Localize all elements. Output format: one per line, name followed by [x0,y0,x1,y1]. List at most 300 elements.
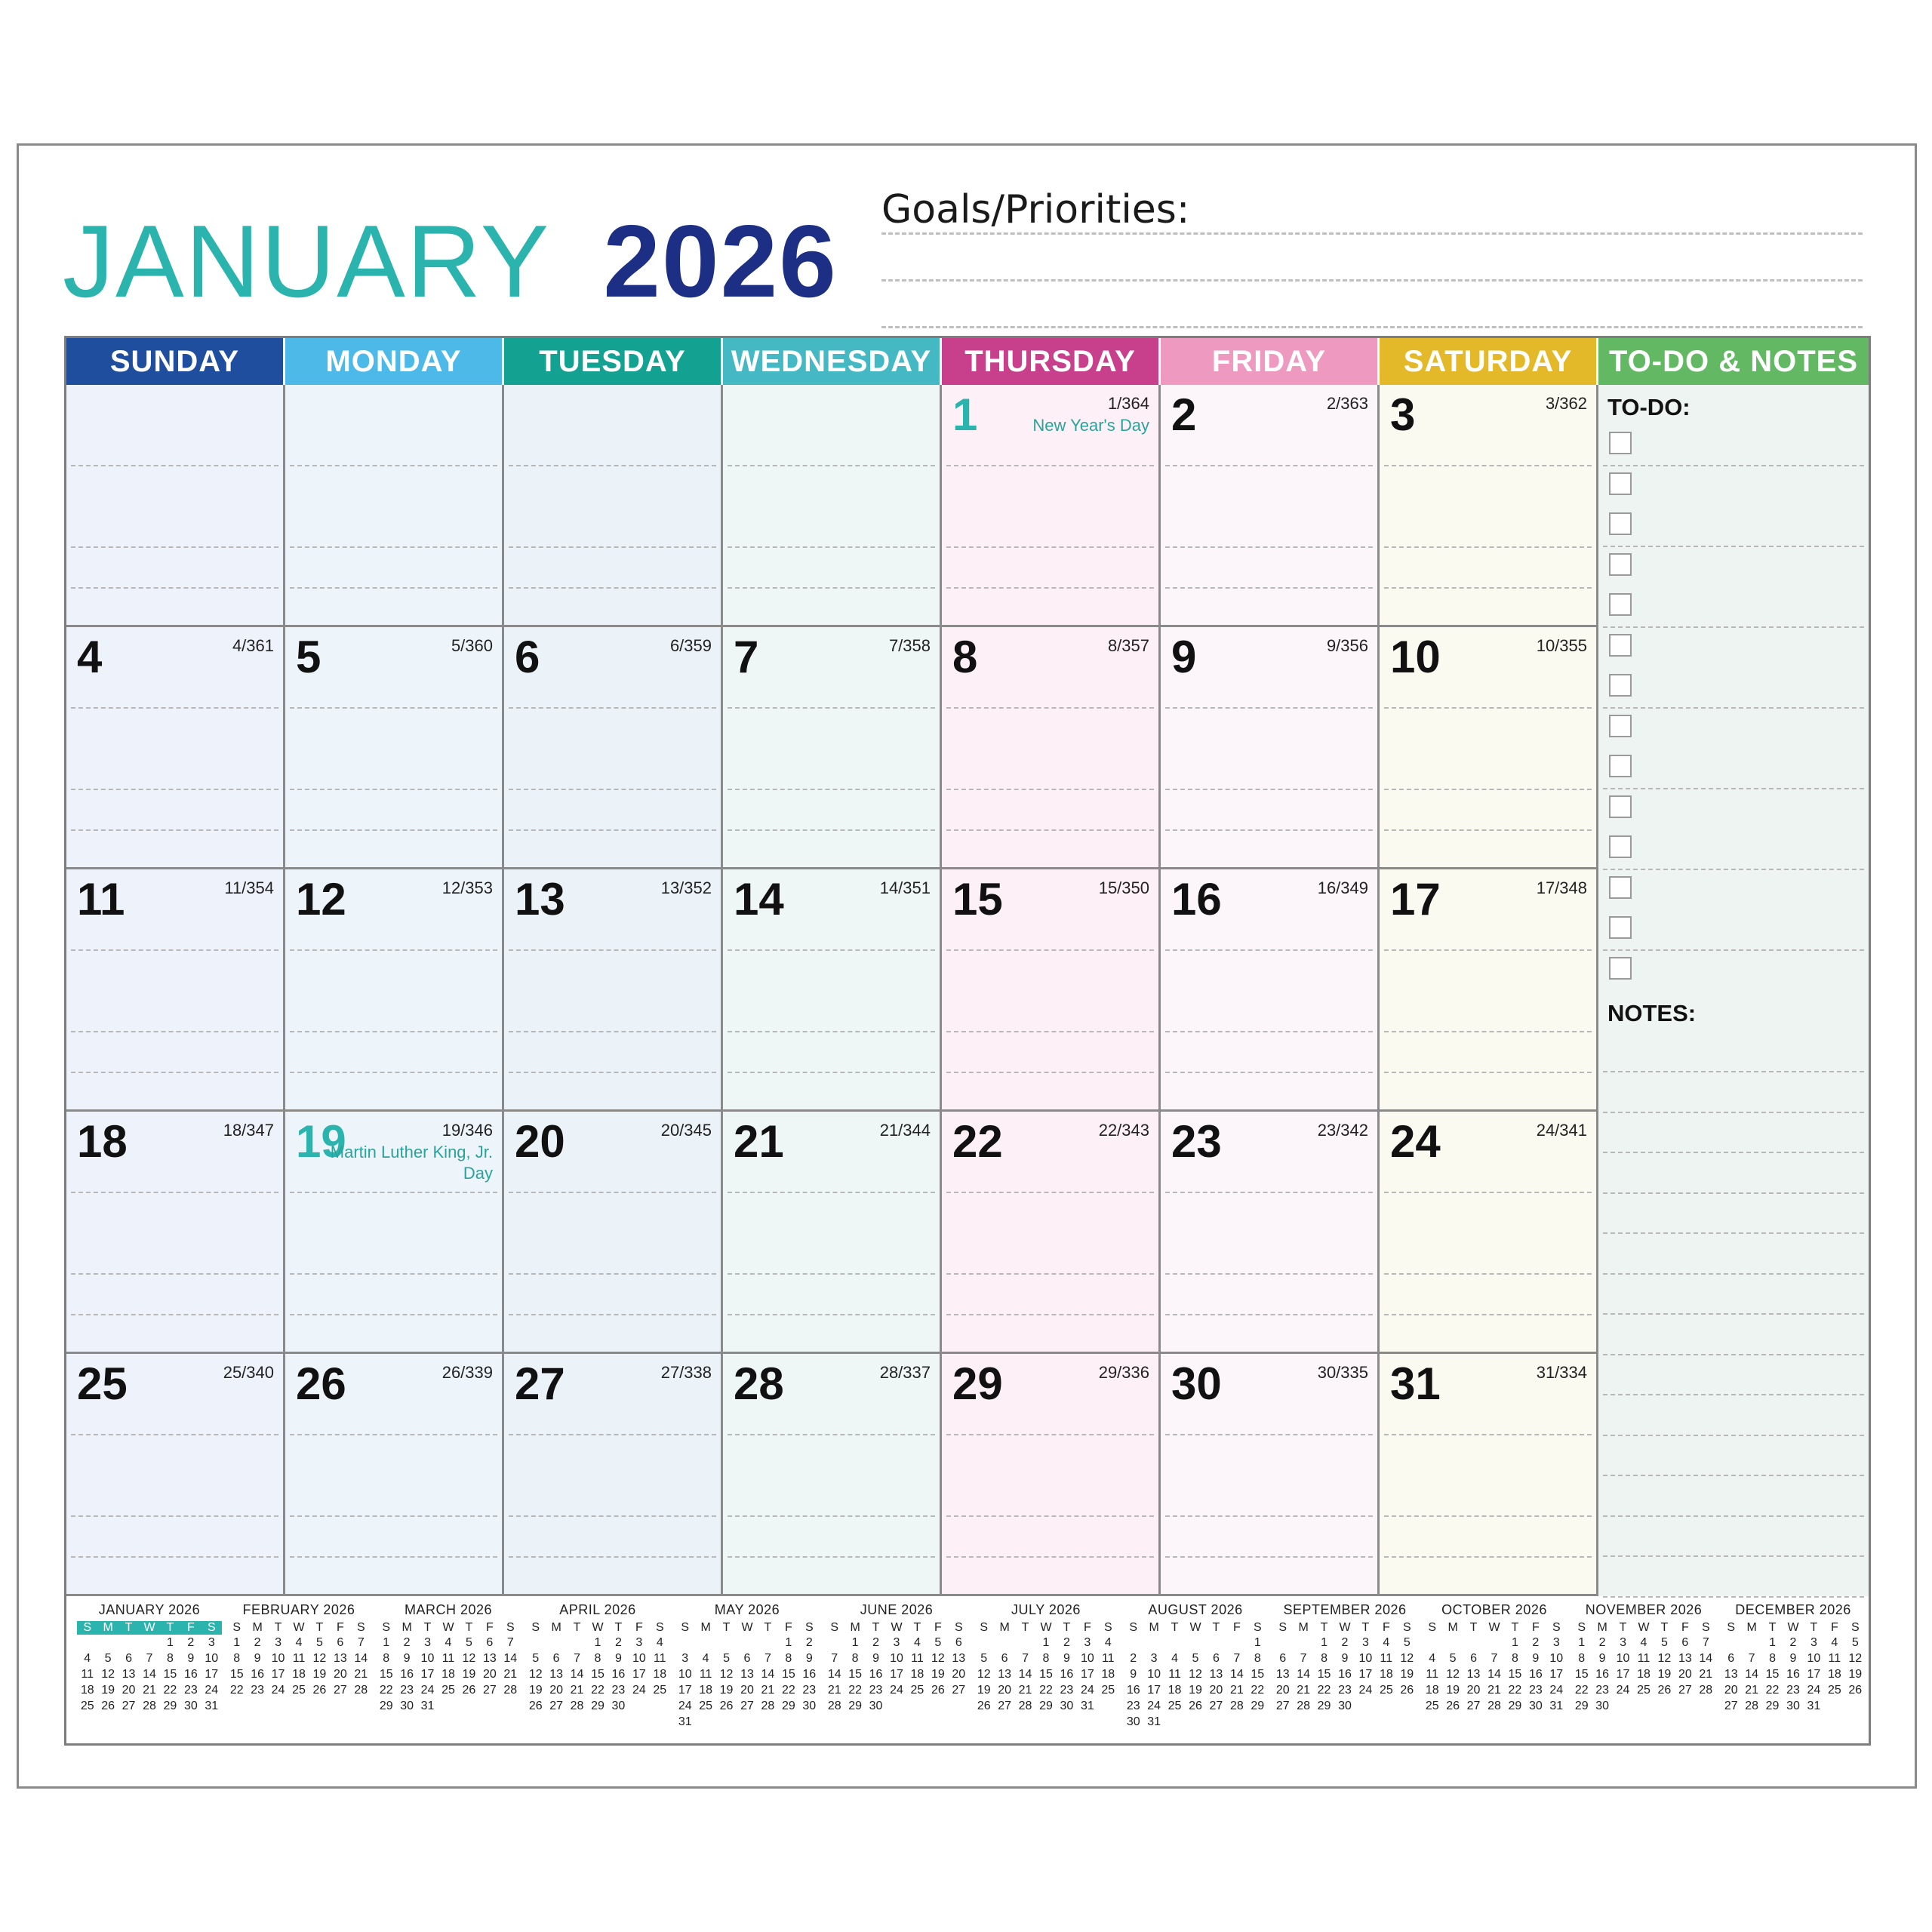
mini-day: 17 [890,1668,903,1681]
mini-day: 26 [1848,1684,1863,1697]
mini-day: 29 [1765,1700,1780,1712]
mini-day: 11 [441,1652,455,1665]
mini-day: 12 [528,1668,543,1681]
mini-day: 14 [1699,1652,1713,1665]
todo-checkbox[interactable] [1609,472,1632,495]
mini-day: 22 [1039,1684,1053,1697]
mini-day: 30 [802,1700,817,1712]
mini-day: 29 [163,1700,177,1712]
todo-checkbox[interactable] [1609,795,1632,818]
writing-line [290,465,497,466]
mini-weekday: F [784,1621,792,1634]
mini-day: 19 [312,1668,327,1681]
day-cell[interactable] [1161,1112,1380,1354]
empty-day-cell[interactable] [723,385,942,627]
mini-day: 9 [614,1652,622,1665]
column-header-sunday: SUNDAY [66,338,285,385]
writing-line [71,1031,278,1032]
mini-day: 9 [1341,1652,1349,1665]
mini-day: 3 [681,1652,689,1665]
mini-day: 21 [1745,1684,1759,1697]
mini-day: 10 [1616,1652,1630,1665]
day-of-year: 13/352 [660,878,712,897]
day-number: 29 [952,1358,1003,1409]
mini-day: 13 [1209,1668,1223,1681]
day-cell[interactable] [1380,1112,1598,1354]
column-header-to-do-notes: TO-DO & NOTES [1598,338,1869,385]
mini-day: 26 [1400,1684,1414,1697]
mini-day: 6 [1727,1652,1735,1665]
todo-notes-panel [1598,385,1869,1596]
mini-day: 21 [1487,1684,1501,1697]
mini-weekday: F [1382,1621,1390,1634]
mini-weekday-row [824,1621,969,1635]
mini-days [376,1635,521,1714]
mini-day: 27 [952,1684,966,1697]
mini-day: 4 [295,1636,303,1649]
mini-day: 8 [1511,1652,1518,1665]
mini-weekday: T [913,1621,921,1634]
mini-blank [1272,1635,1293,1651]
day-cell[interactable] [1380,1354,1598,1596]
day-cell[interactable] [66,869,285,1112]
writing-line [71,1515,278,1517]
todo-checkbox[interactable] [1609,715,1632,737]
mini-day: 10 [1080,1652,1094,1665]
day-cell[interactable] [942,1112,1161,1354]
mini-day: 14 [354,1652,368,1665]
mini-day: 25 [1637,1684,1651,1697]
mini-weekday: W [1638,1621,1650,1634]
mini-days [1123,1635,1268,1730]
day-number: 23 [1171,1116,1222,1167]
day-cell[interactable] [285,627,504,869]
mini-blank [1741,1635,1761,1651]
day-cell[interactable] [942,869,1161,1112]
mini-day: 12 [1189,1668,1202,1681]
mini-day: 8 [166,1652,174,1665]
mini-calendar-title: SEPTEMBER 2026 [1283,1602,1407,1617]
day-number: 8 [952,632,978,682]
mini-day: 19 [1446,1684,1460,1697]
mini-day: 4 [1429,1652,1436,1665]
mini-weekday: M [401,1621,412,1634]
day-of-year: 5/360 [451,636,493,655]
mini-calendar-title: FEBRUARY 2026 [242,1602,355,1617]
day-number: 14 [734,874,784,924]
day-cell[interactable] [723,1112,942,1354]
empty-day-cell[interactable] [66,385,285,627]
mini-weekday: M [700,1621,711,1634]
day-cell[interactable] [723,627,942,869]
mini-weekday: S [207,1621,216,1634]
notes-line[interactable] [1603,1555,1864,1557]
mini-day: 23 [1060,1684,1074,1697]
mini-day: 10 [1549,1652,1564,1665]
writing-line [946,707,1154,709]
mini-weekday: T [1171,1621,1179,1634]
mini-day: 9 [1598,1652,1606,1665]
mini-day: 16 [1126,1684,1140,1697]
day-cell[interactable] [942,1354,1161,1596]
mini-day: 28 [1487,1700,1501,1712]
mini-blank [1123,1635,1143,1651]
writing-line [509,707,716,709]
day-cell[interactable] [1380,869,1598,1112]
mini-day: 1 [166,1636,174,1649]
mini-day: 22 [1765,1684,1780,1697]
mini-day: 3 [275,1636,282,1649]
mini-weekday: S [1129,1621,1138,1634]
writing-line [290,546,497,548]
mini-day: 8 [1042,1652,1050,1665]
todo-checkbox[interactable] [1609,755,1632,777]
mini-day: 25 [1379,1684,1393,1697]
mini-day: 29 [848,1700,863,1712]
mini-day: 30 [1595,1700,1610,1712]
mini-day: 22 [848,1684,863,1697]
mini-day: 22 [781,1684,795,1697]
writing-line [509,1515,716,1517]
mini-day: 29 [1039,1700,1053,1712]
mini-weekday: T [1619,1621,1627,1634]
mini-day: 20 [1678,1668,1692,1681]
mini-weekday: S [1577,1621,1586,1634]
mini-day: 24 [890,1684,903,1697]
mini-day: 20 [482,1668,497,1681]
mini-day: 3 [424,1636,432,1649]
day-cell[interactable] [504,627,723,869]
day-cell[interactable] [66,1112,285,1354]
notes-label: NOTES: [1607,1000,1697,1026]
goals-line[interactable] [881,326,1863,328]
goals-line[interactable] [881,279,1863,281]
mini-day: 6 [1279,1652,1287,1665]
day-cell[interactable] [504,1354,723,1596]
mini-day: 13 [482,1652,497,1665]
mini-day: 26 [312,1684,327,1697]
mini-day: 24 [420,1684,435,1697]
mini-day: 10 [890,1652,903,1665]
todo-checkbox[interactable] [1609,593,1632,616]
notes-line[interactable] [1603,1313,1864,1315]
mini-day: 27 [122,1700,136,1712]
day-number: 28 [734,1358,784,1409]
day-cell[interactable] [723,869,942,1112]
writing-line [728,789,935,790]
mini-weekday: W [293,1621,305,1634]
mini-day: 30 [183,1700,198,1712]
day-of-year: 17/348 [1536,878,1587,897]
mini-day: 19 [719,1684,734,1697]
goals-line[interactable] [881,232,1863,235]
mini-day: 27 [1209,1700,1223,1712]
mini-day: 8 [1321,1652,1328,1665]
day-of-year: 31/334 [1536,1363,1587,1382]
mini-weekday: T [614,1621,623,1634]
mini-day: 18 [699,1684,713,1697]
day-number: 26 [296,1358,346,1409]
mini-day: 16 [1786,1668,1800,1681]
mini-weekday: T [764,1621,772,1634]
mini-day: 5 [723,1652,731,1665]
day-cell[interactable] [723,1354,942,1596]
day-cell[interactable] [942,385,1161,627]
month-title [63,204,838,346]
mini-day: 22 [591,1684,605,1697]
mini-blank [118,1635,139,1651]
mini-day: 20 [333,1668,347,1681]
writing-line [509,1192,716,1193]
todo-checkbox[interactable] [1609,916,1632,939]
writing-line [946,1072,1154,1073]
mini-day: 11 [1637,1652,1651,1665]
day-number: 4 [77,632,103,682]
mini-weekday: S [655,1621,664,1634]
notes-line[interactable] [1603,1354,1864,1355]
notes-line[interactable] [1603,1475,1864,1476]
mini-day: 17 [1080,1668,1094,1681]
mini-day: 19 [1657,1668,1672,1681]
mini-day: 7 [574,1652,581,1665]
mini-weekday-row [1422,1621,1567,1635]
todo-checkbox[interactable] [1609,634,1632,657]
mini-day: 23 [1595,1684,1610,1697]
writing-line [290,707,497,709]
mini-day: 15 [1574,1668,1589,1681]
mini-weekday: S [954,1621,963,1634]
day-of-year: 9/356 [1326,636,1368,655]
mini-day: 26 [977,1700,991,1712]
mini-day: 21 [1229,1684,1244,1697]
todo-checkbox[interactable] [1609,432,1632,454]
day-cell[interactable] [285,869,504,1112]
mini-day: 7 [1233,1652,1241,1665]
mini-weekday: S [1428,1621,1437,1634]
holiday-label: New Year's Day [1032,416,1149,435]
mini-weekday: W [592,1621,604,1634]
day-cell[interactable] [285,1354,504,1596]
mini-day: 13 [740,1668,754,1681]
mini-day: 5 [1403,1636,1411,1649]
writing-line [71,1434,278,1435]
day-cell[interactable] [1161,385,1380,627]
mini-day: 11 [292,1652,306,1665]
day-cell[interactable] [1161,869,1380,1112]
writing-line [1165,465,1373,466]
writing-line [509,829,716,831]
mini-day: 24 [1549,1684,1564,1697]
mini-day: 7 [831,1652,838,1665]
mini-day: 12 [977,1668,991,1681]
mini-day: 23 [183,1684,198,1697]
todo-checkbox[interactable] [1609,876,1632,899]
mini-day: 28 [354,1684,368,1697]
mini-day: 18 [292,1668,306,1681]
mini-day: 25 [653,1684,667,1697]
mini-day: 31 [1080,1700,1094,1712]
mini-blank [1206,1635,1226,1651]
day-of-year: 27/338 [660,1363,712,1382]
mini-calendar [525,1602,670,1714]
writing-line [290,1273,497,1275]
mini-day: 7 [1748,1652,1755,1665]
writing-line [1384,829,1592,831]
todo-checkbox[interactable] [1609,835,1632,858]
writing-line [1384,1072,1592,1073]
writing-line [946,789,1154,790]
day-cell[interactable] [1380,385,1598,627]
notes-line[interactable] [1603,1394,1864,1395]
goals-label: Goals/Priorities: [881,187,1190,232]
day-of-year: 20/345 [660,1121,712,1140]
mini-blank [567,1635,587,1651]
mini-weekday: M [850,1621,860,1634]
todo-line [1603,707,1864,709]
writing-line [1384,1314,1592,1315]
mini-day: 15 [163,1668,177,1681]
mini-day: 17 [205,1668,219,1681]
mini-day: 7 [506,1636,514,1649]
writing-line [290,1515,497,1517]
mini-day: 16 [1528,1668,1543,1681]
mini-day: 4 [702,1652,709,1665]
day-number: 30 [1171,1358,1222,1409]
mini-day: 17 [1807,1668,1821,1681]
notes-line[interactable] [1603,1112,1864,1113]
mini-day: 15 [1508,1668,1522,1681]
writing-line [71,465,278,466]
day-number: 16 [1171,874,1222,924]
mini-day: 30 [1786,1700,1800,1712]
writing-line [728,1314,935,1315]
mini-day: 5 [465,1636,472,1649]
day-cell[interactable] [504,869,723,1112]
writing-line [1165,1314,1373,1315]
mini-day: 18 [1827,1668,1841,1681]
mini-weekday: S [1552,1621,1561,1634]
mini-blank [716,1635,737,1651]
column-header-saturday: SATURDAY [1380,338,1598,385]
mini-day: 9 [1063,1652,1070,1665]
mini-day: 9 [1532,1652,1540,1665]
mini-weekday: W [741,1621,753,1634]
writing-line [1165,1192,1373,1193]
writing-line [728,546,935,548]
todo-checkbox[interactable] [1609,512,1632,535]
day-cell[interactable] [285,1112,504,1354]
notes-line[interactable] [1603,1192,1864,1194]
writing-line [946,1273,1154,1275]
day-cell[interactable] [942,627,1161,869]
day-of-year: 19/346 [441,1121,493,1140]
mini-day: 16 [400,1668,414,1681]
mini-day: 15 [379,1668,393,1681]
day-cell[interactable] [504,1112,723,1354]
writing-line [290,1192,497,1193]
mini-day: 20 [1275,1684,1290,1697]
mini-day: 23 [1528,1684,1543,1697]
mini-day: 30 [1338,1700,1352,1712]
empty-day-cell[interactable] [504,385,723,627]
mini-days [77,1635,222,1714]
day-number: 20 [515,1116,565,1167]
writing-line [509,546,716,548]
writing-line [71,949,278,951]
notes-line[interactable] [1603,1152,1864,1153]
notes-line[interactable] [1603,1232,1864,1234]
day-number: 11 [77,874,125,924]
notes-line[interactable] [1603,1435,1864,1436]
day-cell[interactable] [66,1354,285,1596]
day-of-year: 23/342 [1317,1121,1368,1140]
mini-day: 20 [1466,1684,1481,1697]
todo-checkbox[interactable] [1609,553,1632,576]
mini-day: 7 [1491,1652,1498,1665]
empty-day-cell[interactable] [285,385,504,627]
mini-day: 10 [420,1652,435,1665]
mini-day: 30 [869,1700,883,1712]
mini-day: 7 [146,1652,153,1665]
todo-checkbox[interactable] [1609,674,1632,697]
mini-weekday: T [465,1621,473,1634]
mini-day: 19 [1189,1684,1202,1697]
mini-weekday: W [1189,1621,1201,1634]
mini-day: 28 [1018,1700,1032,1712]
notes-line[interactable] [1603,1273,1864,1275]
mini-day: 30 [611,1700,626,1712]
mini-day: 3 [208,1636,215,1649]
day-of-year: 4/361 [232,636,274,655]
mini-day: 18 [1379,1668,1393,1681]
writing-line [1384,1556,1592,1558]
day-cell[interactable] [66,627,285,869]
day-cell[interactable] [1161,1354,1380,1596]
notes-line[interactable] [1603,1515,1864,1517]
mini-day: 31 [1549,1700,1564,1712]
mini-weekday: W [891,1621,903,1634]
mini-day: 19 [931,1668,945,1681]
writing-line [1165,1434,1373,1435]
mini-day: 22 [1508,1684,1522,1697]
todo-line [1603,546,1864,547]
mini-day: 16 [1060,1668,1074,1681]
day-cell[interactable] [1380,627,1598,869]
notes-line[interactable] [1603,1071,1864,1072]
mini-day: 31 [1807,1700,1821,1712]
day-of-year: 16/349 [1317,878,1368,897]
mini-day: 14 [1487,1668,1501,1681]
mini-weekday: M [999,1621,1010,1634]
mini-day: 4 [1104,1636,1112,1649]
mini-day: 11 [1426,1668,1439,1681]
mini-day: 14 [503,1652,518,1665]
mini-day: 25 [441,1684,455,1697]
mini-day: 2 [1063,1636,1070,1649]
mini-blank [1422,1635,1442,1651]
todo-checkbox[interactable] [1609,957,1632,980]
mini-weekday-row [974,1621,1118,1635]
mini-day: 28 [1297,1700,1311,1712]
writing-line [1384,587,1592,589]
mini-day: 9 [805,1652,813,1665]
mini-weekday: W [143,1621,155,1634]
day-cell[interactable] [1161,627,1380,869]
mini-day: 31 [1147,1715,1161,1728]
day-number: 1 [952,389,978,440]
writing-line [1384,1031,1592,1032]
mini-day: 13 [1275,1668,1290,1681]
